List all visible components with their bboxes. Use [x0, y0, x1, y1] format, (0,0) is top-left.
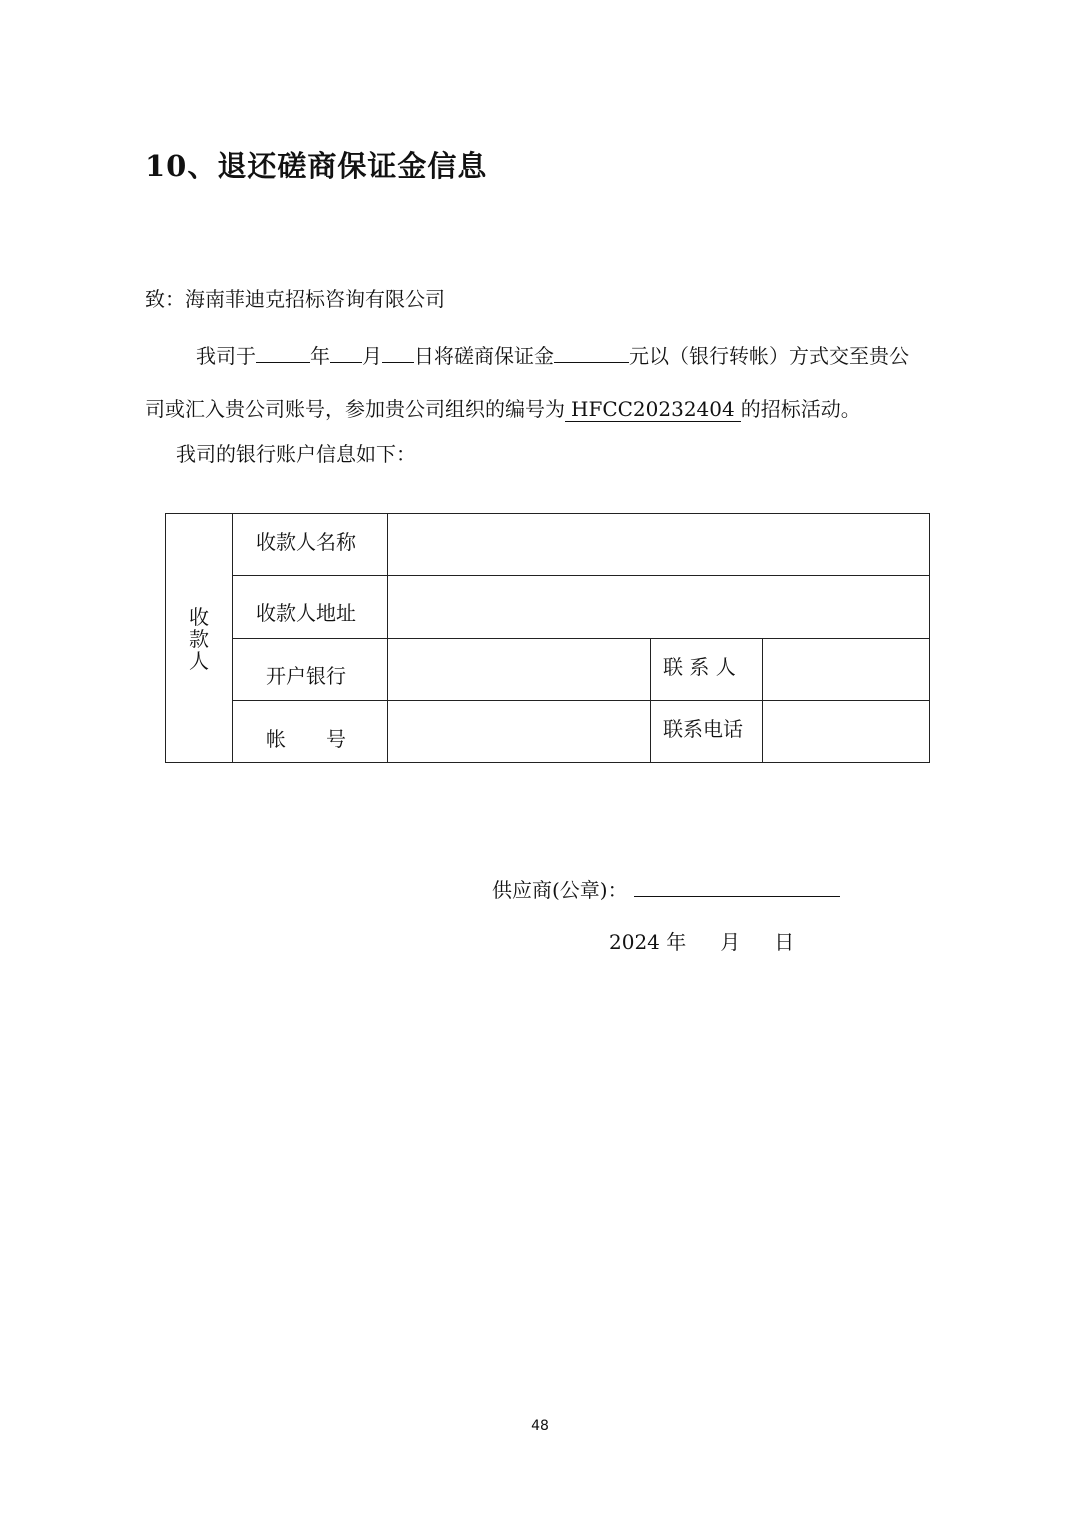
bank-label: 开户银行 [266, 664, 346, 688]
page-number: 48 [531, 1418, 549, 1434]
table-divider [232, 638, 929, 639]
salutation: 致：海南菲迪克招标咨询有限公司 [145, 287, 445, 311]
amount-blank [554, 340, 629, 363]
page-title: 10、退还磋商保证金信息 [145, 149, 488, 183]
day-blank [382, 340, 414, 363]
p1-month: 月 [362, 344, 382, 368]
payee-name-label: 收款人名称 [256, 530, 356, 554]
p2-end: 的招标活动。 [740, 397, 861, 421]
paragraph-2 [145, 395, 861, 423]
month-blank [330, 340, 362, 363]
supplier-blank [634, 874, 840, 897]
phone-label: 联系电话 [663, 717, 743, 741]
date-line [609, 928, 794, 956]
table-divider [232, 700, 929, 701]
p1-end: 元以（银行转帐）方式交至贵公 [629, 344, 909, 368]
account-label: 帐 号 [266, 727, 346, 751]
date-year: 2024 年 [609, 930, 687, 954]
p2-start: 司或汇入贵公司账号，参加贵公司组织的编号为 [145, 397, 565, 421]
table-divider [232, 575, 929, 576]
contact-label: 联 系 人 [663, 655, 736, 679]
bank-info-table [165, 513, 930, 763]
payee-address-label: 收款人地址 [256, 601, 356, 625]
p1-year: 年 [310, 344, 330, 368]
date-month: 月 [720, 930, 741, 954]
p1-start: 我司于 [196, 344, 256, 368]
supplier-label: 供应商(公章)： [492, 878, 628, 902]
payee-side-label: 收款人 [189, 605, 209, 673]
paragraph-1 [196, 340, 909, 370]
project-number: HFCC20232404 [565, 397, 741, 422]
year-blank [256, 340, 310, 363]
date-day: 日 [774, 930, 795, 954]
supplier-signature [492, 874, 840, 904]
paragraph-3: 我司的银行账户信息如下： [176, 442, 416, 466]
p1-day: 日将磋商保证金 [414, 344, 554, 368]
